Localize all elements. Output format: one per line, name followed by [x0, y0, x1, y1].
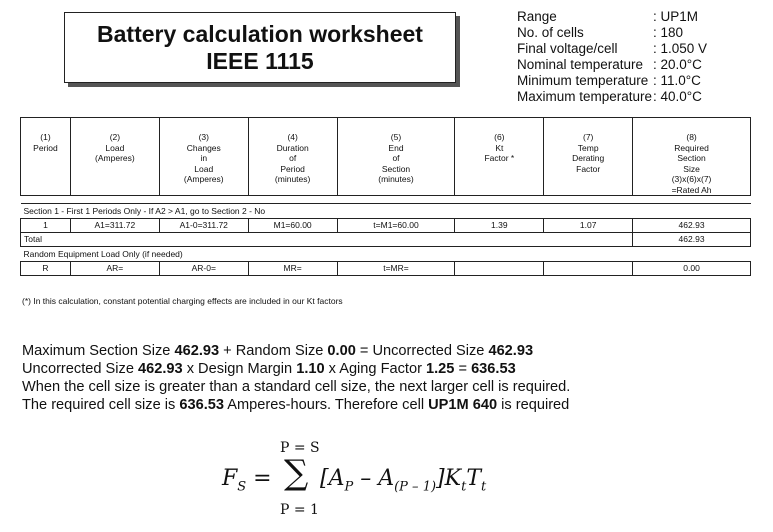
cell: R	[21, 262, 71, 276]
header-line: Load	[105, 142, 125, 153]
header-line: Load	[194, 163, 214, 174]
section1-row	[21, 219, 751, 233]
header-line: (3)	[198, 132, 209, 142]
header-required	[633, 118, 751, 196]
header-line: (Amperes)	[95, 153, 135, 163]
cell: 462.93	[633, 219, 751, 233]
param-row: Nominal temperature : 20.0°C	[517, 57, 702, 72]
header-line: (minutes)	[378, 174, 414, 184]
header-line: Kt	[495, 142, 504, 153]
header-line: (4)	[287, 132, 298, 142]
header-line: Temp	[577, 142, 599, 153]
header-line: of	[392, 153, 400, 163]
header-load	[70, 118, 159, 196]
param-row: Range : UP1M	[517, 9, 699, 24]
worksheet-standard: IEEE 1115	[206, 48, 314, 74]
header-line: Factor	[576, 163, 601, 174]
header-duration	[248, 118, 337, 196]
header-line: End	[388, 142, 404, 153]
header-line: Required	[674, 142, 709, 153]
header-line: (minutes)	[274, 174, 311, 184]
header-line: (7)	[582, 132, 594, 142]
cell: 1.39	[455, 219, 544, 233]
header-line: Section	[381, 163, 411, 174]
spacer	[21, 196, 751, 204]
header-line: (8)	[686, 132, 697, 142]
summary-line-2: Uncorrected Size 462.93 x Design Margin 1.10 x Aging Factor 1.25 = 636.53	[22, 361, 516, 377]
total-value: 462.93	[633, 233, 751, 247]
header-line: Size	[683, 163, 700, 174]
cell	[544, 262, 633, 276]
param-row: No. of cells : 180	[517, 25, 684, 40]
sigma-symbol: ∑	[284, 453, 309, 493]
header-line: Duration	[276, 142, 309, 153]
header-line: of	[289, 153, 297, 163]
header-line: =Rated Ah	[671, 184, 712, 195]
header-line: in	[200, 153, 208, 163]
header-line: Factor *	[484, 153, 515, 163]
summary-text	[22, 342, 570, 414]
cell: 0.00	[633, 262, 751, 276]
cell: AR=	[70, 262, 159, 276]
header-line: Period	[280, 163, 305, 174]
param-row: Maximum temperature : 40.0°C	[517, 89, 702, 104]
section1-label: Section 1 - First 1 Periods Only - If A2 > A1, go to Section 2 - No	[21, 204, 751, 219]
header-line: (6)	[494, 132, 505, 142]
header-line: Section	[677, 153, 706, 163]
header-row	[21, 118, 751, 196]
formula-rhs: $[A_P - A_{(P - 1)}]K_tT_t$	[320, 466, 487, 495]
cell: t=M1=60.00	[337, 219, 455, 233]
header-changes	[159, 118, 248, 196]
total-label: Total	[21, 233, 633, 247]
cell: M1=60.00	[248, 219, 337, 233]
summary-line-4: The required cell size is 636.53 Amperes-hours. Therefore cell UP1M 640 is required	[22, 397, 570, 413]
summary-line-1: Maximum Section Size 462.93 + Random Size 0.00 = Uncorrected Size 462.93	[22, 343, 534, 359]
sum-upper-limit: P = S	[280, 440, 320, 456]
header-line: Derating	[572, 153, 605, 163]
cell	[455, 262, 544, 276]
battery-parameters	[517, 9, 707, 105]
sizing-formula	[222, 440, 522, 528]
calculation-table	[20, 117, 751, 276]
param-row: Minimum temperature : 11.0°C	[517, 73, 701, 88]
header-temp	[544, 118, 633, 196]
cell: A1=311.72	[70, 219, 159, 233]
header-line: (5)	[390, 132, 402, 142]
cell: 1.07	[544, 219, 633, 233]
header-line: Period	[33, 142, 58, 153]
header-line: (3)x(6)x(7)	[671, 174, 712, 184]
cell: A1-0=311.72	[159, 219, 248, 233]
worksheet-title: Battery calculation worksheet	[97, 21, 423, 47]
sum-lower-limit: P = 1	[280, 502, 319, 518]
random-label: Random Equipment Load Only (if needed)	[21, 247, 751, 262]
cell: 1	[21, 219, 71, 233]
worksheet-title-box	[64, 12, 456, 83]
header-end	[337, 118, 455, 196]
footnote: (*) In this calculation, constant potential charging effects are included in our Kt factors	[22, 296, 343, 306]
header-line: Changes	[186, 142, 221, 153]
header-kt	[455, 118, 544, 196]
formula-lhs: $F_S$ =	[222, 466, 272, 495]
summary-line-3: When the cell size is greater than a standard cell size, the next larger cell is required.	[22, 379, 571, 395]
cell: AR-0=	[159, 262, 248, 276]
header-period	[21, 118, 71, 196]
param-row: Final voltage/cell : 1.050 V	[517, 41, 708, 56]
random-row	[21, 262, 751, 276]
header-line: (2)	[109, 132, 121, 142]
total-row	[21, 233, 751, 247]
header-line: (Amperes)	[183, 174, 224, 184]
cell: MR=	[248, 262, 337, 276]
header-line: (1)	[40, 132, 51, 142]
cell: t=MR=	[337, 262, 455, 276]
